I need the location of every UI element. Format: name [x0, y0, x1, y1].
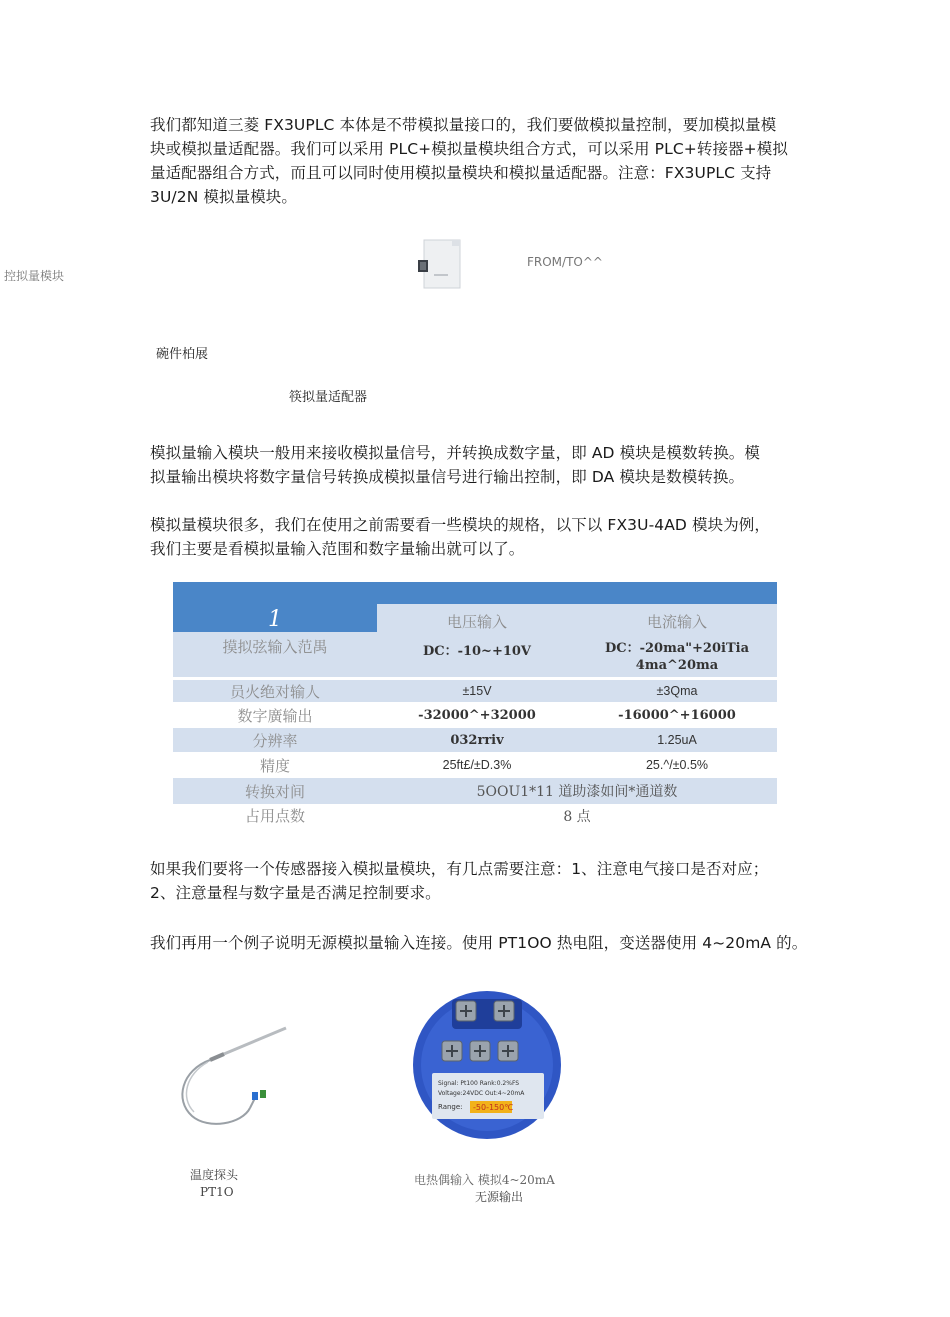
row-label: 员火绝对输人: [229, 682, 320, 701]
table-row: [173, 804, 777, 827]
hardware-extension-caption: 碗件柏展: [156, 347, 209, 362]
intro-line: 量适配器组合方式，而且可以同时使用模拟量模块和模拟量适配器。注意：FX3UPLC 支持: [150, 164, 772, 182]
row-label: 数字廣输出: [237, 706, 313, 725]
temperature-probe-image: [172, 1020, 292, 1155]
transmitter-signal-text: Signal: Pt100 Rank:0.2%FS: [438, 1080, 520, 1087]
table-row: [173, 702, 777, 728]
current-value: ±3Qma: [656, 684, 698, 698]
paragraph-line: 2、注意量程与数字量是否满足控制要求。: [150, 884, 441, 902]
row-label: 占用点数: [244, 807, 305, 825]
intro-line: 我们都知道三菱 FX3UPLC 本体是不带模拟量接口的，我们要做模拟量控制，要加模拟量模: [150, 116, 777, 134]
row-label: 精度: [259, 756, 290, 775]
example-paragraph: [150, 931, 810, 955]
table-row: [173, 632, 777, 677]
transmitter-voltage-text: Voltage:24VDC Out:4~20mA: [438, 1090, 525, 1097]
transmitter-range-text: -50-150℃: [473, 1103, 514, 1112]
row-label: 转换对间: [244, 782, 305, 801]
paragraph-line: 模拟量模块很多，我们在使用之前需要看一些模块的规格，以下以 FX3U-4AD 模块为例，: [150, 516, 770, 534]
current-input-header: 电流输入: [577, 604, 777, 632]
current-value: 25.^/±0.5%: [645, 758, 709, 772]
probe-model-caption: PT1O: [200, 1185, 234, 1199]
module-spec-paragraph: [150, 513, 810, 561]
row-label: 摸拟弦输入范禺: [222, 638, 328, 656]
temperature-transmitter-image: [412, 985, 562, 1145]
table-row: [173, 778, 777, 804]
current-value: 1.25uA: [657, 733, 697, 747]
table-header-band: [173, 582, 777, 604]
sensor-notes-paragraph: [150, 857, 810, 905]
ad-da-paragraph: [150, 441, 810, 489]
intro-line: 3U/2N 模拟量模块。: [150, 188, 298, 206]
voltage-value: ±15V: [462, 684, 492, 698]
plc-module-image: [416, 238, 462, 290]
paragraph-line: 我们再用一个例子说明无源模拟量输入连接。使用 PT1OO 热电阻，变送器使用 4~20mA 的。: [150, 934, 808, 952]
intro-paragraph: [150, 113, 810, 209]
merged-value: 5OOU1*11 道助漆如间*通道数: [476, 784, 678, 800]
spec-table: [173, 582, 777, 827]
analog-adapter-caption: 筷拟量适配器: [289, 390, 368, 405]
table-row: [173, 728, 777, 752]
voltage-value: 032rriv: [450, 732, 504, 748]
paragraph-line: 我们主要是看模拟量输入范围和数字量输出就可以了。: [150, 540, 525, 558]
transmitter-range-label: Range:: [438, 1103, 463, 1111]
table-row: [173, 752, 777, 778]
from-to-label: FROM/TO^^: [527, 255, 603, 269]
paragraph-line: 如果我们要将一个传感器接入模拟量模块，有几点需要注意：1、注意电气接口是否对应；: [150, 860, 769, 878]
analog-module-label: 控拟量模块: [4, 269, 65, 283]
current-value-line: DC：-20ma"+20iTia: [604, 641, 750, 656]
voltage-value: DC：-10~+10V: [422, 644, 532, 659]
table-row: [173, 680, 777, 702]
transmitter-output-caption: 无源输出: [475, 1190, 524, 1204]
voltage-value: 25ft£/±D.3%: [442, 758, 512, 772]
transmitter-caption: 电热偶输入 模拟4~20mA: [414, 1173, 555, 1187]
row-label: 分辨率: [252, 731, 298, 750]
current-value-line: 4ma^20ma: [635, 658, 719, 673]
current-value: -16000^+16000: [618, 707, 736, 723]
paragraph-line: 模拟量输入模块一般用来接收模拟量信号，并转换成数字量，即 AD 模块是模数转换。模: [150, 444, 760, 462]
intro-line: 块或模拟量适配器。我们可以采用 PLC+模拟量模块组合方式，可以采用 PLC+转接器+模拟: [150, 140, 788, 158]
table-header-row: [173, 604, 777, 632]
voltage-value: -32000^+32000: [418, 707, 536, 723]
voltage-input-header: 电压输入: [377, 604, 577, 632]
probe-caption: 温度探头: [190, 1168, 239, 1182]
paragraph-line: 拟量输出模块将数字量信号转换成模拟量信号进行输出控制，即 DA 模块是数模转换。: [150, 468, 745, 486]
table-corner-cell: 1: [173, 604, 377, 632]
merged-value: 8 点: [563, 808, 591, 825]
